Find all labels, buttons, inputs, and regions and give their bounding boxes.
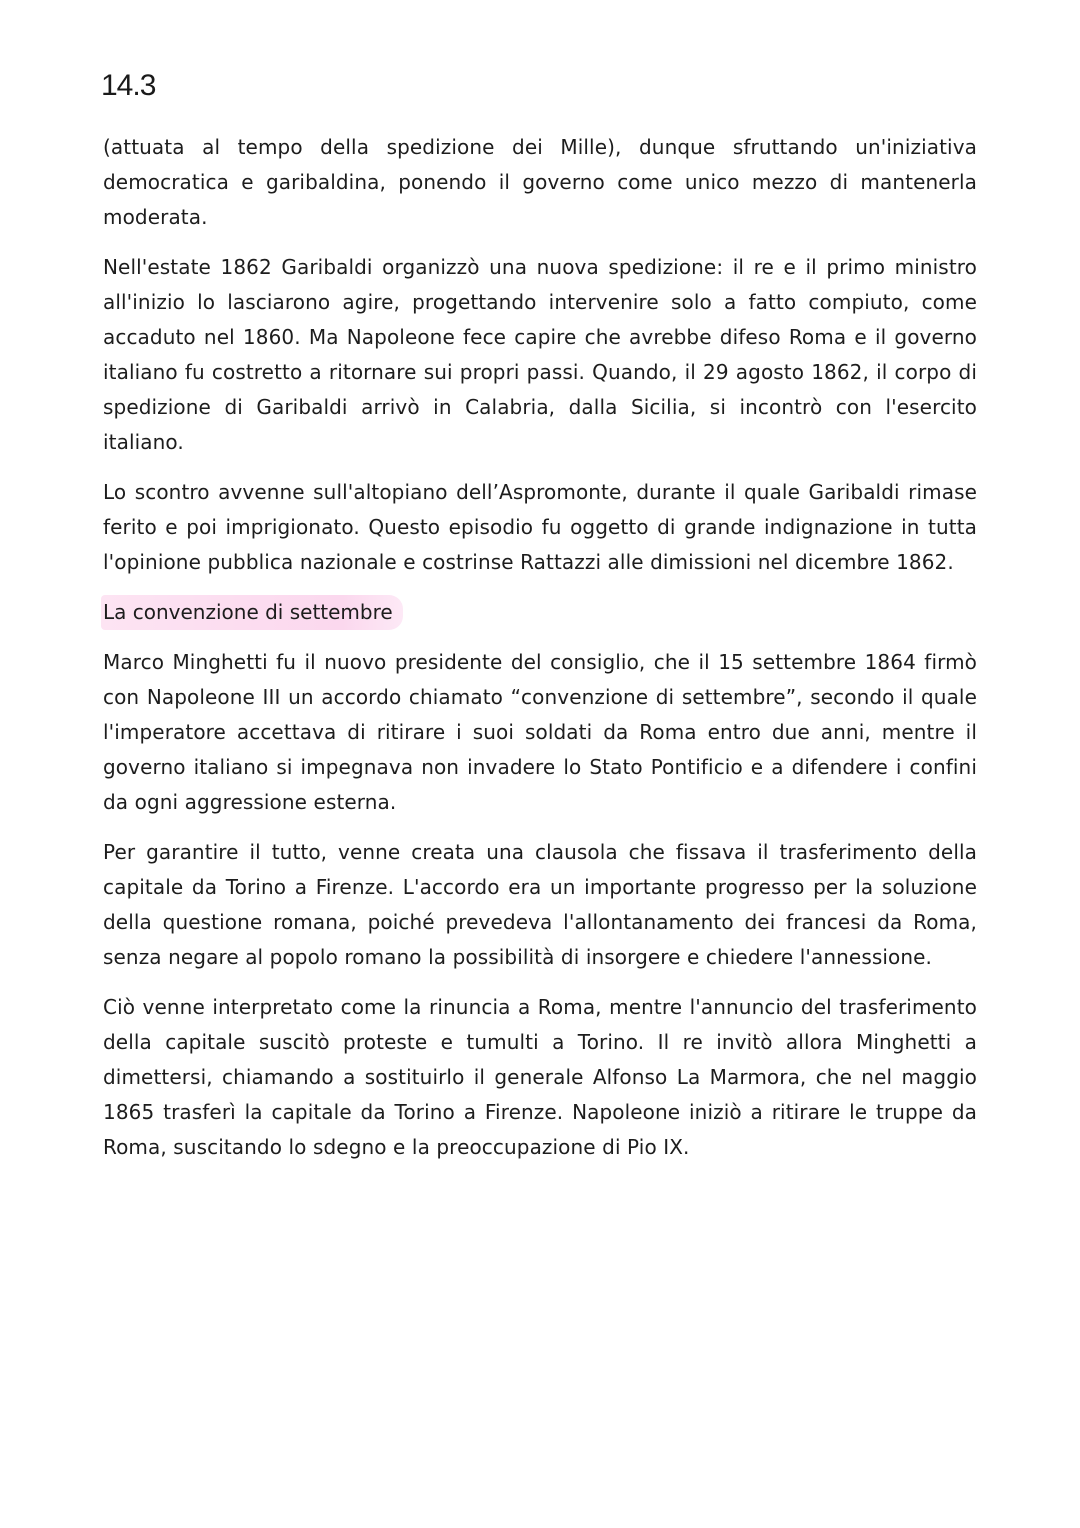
page-number: 14.3 xyxy=(101,69,156,102)
paragraph-minghetti: Marco Minghetti fu il nuovo presidente del consiglio, che il 15 settembre 1864 firmò con Napoleone III un accordo chiamato “convenzione di settembre”, secondo il quale l'imperatore accettava di ritirare i suoi soldati da Roma entro due anni, mentre il governo italiano si impegnava non invadere lo Stato Pontificio e a difendere i confini da ogni aggressione esterna. xyxy=(103,650,977,814)
paragraph-rinuncia-roma: Ciò venne interpretato come la rinuncia a Roma, mentre l'annuncio del trasferimento della capitale suscitò proteste e tumulti a Torino. Il re invitò allora Minghetti a dimettersi, chiamando a sostituirlo il generale Alfonso La Marmora, che nel maggio 1865 trasferì la capitale da Torino a Firenze. Napoleone iniziò a ritirare le truppe da Roma, suscitando lo sdegno e la preoccupazione di Pio IX. xyxy=(103,995,977,1159)
paragraph-aspromonte: Lo scontro avvenne sull'altopiano dell’Aspromonte, durante il quale Garibaldi rimase ferito e poi imprigionato. Questo episodio fu oggetto di grande indignazione in tutta l'opinione pubblica nazionale e costrinse Rattazzi alle dimissioni nel dicembre 1862. xyxy=(103,480,977,574)
section-heading-container xyxy=(103,595,977,630)
paragraph-spedizione-1862: Nell'estate 1862 Garibaldi organizzò una nuova spedizione: il re e il primo ministro all'inizio lo lasciarono agire, progettando intervenire solo a fatto compiuto, come accaduto nel 1860. Ma Napoleone fece capire che avrebbe difeso Roma e il governo italiano fu costretto a ritornare sui propri passi. Quando, il 29 agosto 1862, il corpo di spedizione di Garibaldi arrivò in Calabria, dalla Sicilia, si incontrò con l'esercito italiano. xyxy=(103,255,977,454)
paragraph-clausola: Per garantire il tutto, venne creata una clausola che fissava il trasferimento della capitale da Torino a Firenze. L'accordo era un importante progresso per la soluzione della questione romana, poiché prevedeva l'allontanamento dei francesi da Roma, senza negare al popolo romano la possibilità di insorgere e chiedere l'annessione. xyxy=(103,840,977,969)
paragraph-mille-initiative: (attuata al tempo della spedizione dei Mille), dunque sfruttando un'iniziativa democratica e garibaldina, ponendo il governo come unico mezzo di mantenerla moderata. xyxy=(103,135,977,229)
document-body xyxy=(103,130,977,1180)
section-heading-convenzione: La convenzione di settembre xyxy=(101,595,403,630)
